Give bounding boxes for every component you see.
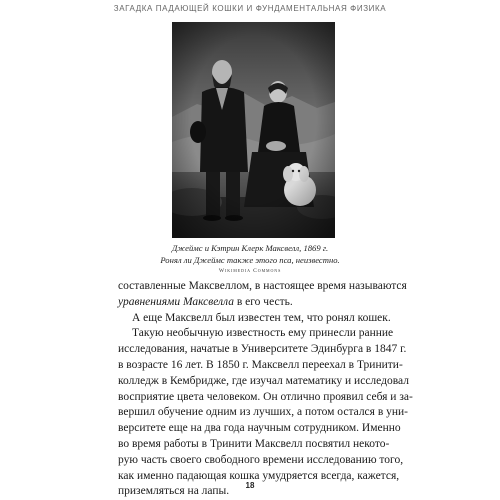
text-line [118,326,394,342]
text-line [118,453,404,469]
text-line [118,358,403,374]
text-line [118,437,390,453]
figure-caption-line-1: Джеймс и Кэтрин Клерк Максвелл, 1869 г. [171,243,329,253]
italic-term: уравнениями Максвелла [118,295,234,308]
text-line [118,279,407,295]
figure-credit: Wikimedia Commons [218,268,282,274]
historical-photo [172,22,335,238]
text-span: колледж в Кембридже, где изучал математику и исследовал [118,374,409,387]
text-span: составленные Максвеллом, в настоящее время называются [118,280,407,292]
text-span: рую часть своего свободного времени исследованию того, [118,453,404,466]
running-header: ЗАГАДКА ПАДАЮЩЕЙ КОШКИ И ФУНДАМЕНТАЛЬНАЯ ФИЗИКА [113,4,387,13]
text-span: в его честь. [233,295,293,308]
text-span: верситете еще на два года научным сотрудником. Именно [118,422,401,435]
text-span: как именно падающая кошка умудряется всегда, кажется, [118,469,400,482]
text-line [118,405,409,421]
text-span: А еще Максвелл был известен тем, что ронял кошек. [132,311,391,324]
text-span: во время работы в Тринити Максвелл посвятил некото- [118,437,390,450]
text-span: вершил обучение одним из лучших, а потом остался в уни- [118,406,409,419]
text-line [118,295,386,311]
text-line [118,390,413,406]
page-number: 18 [245,481,255,490]
photo-illustration [172,22,335,238]
text-span: восприятие цвета человеком. Он отлично проявил себя и за- [118,390,413,403]
text-span: Такую необычную известность ему принесли ранние [132,327,394,340]
text-span: исследования, начатые в Университете Эдинбурга в 1847 г. [118,343,407,356]
text-line [118,421,401,437]
text-line [118,374,409,390]
figure-caption-line-2: Ронял ли Джеймс также этого пса, неизвестно. [160,255,340,265]
text-line [118,342,407,358]
text-span: в возрасте 16 лет. В 1850 г. Максвелл переехал в Тринити- [118,358,403,371]
text-line [118,311,391,327]
body-text [118,279,413,500]
text-span: приземляться на лапы. [118,485,230,498]
